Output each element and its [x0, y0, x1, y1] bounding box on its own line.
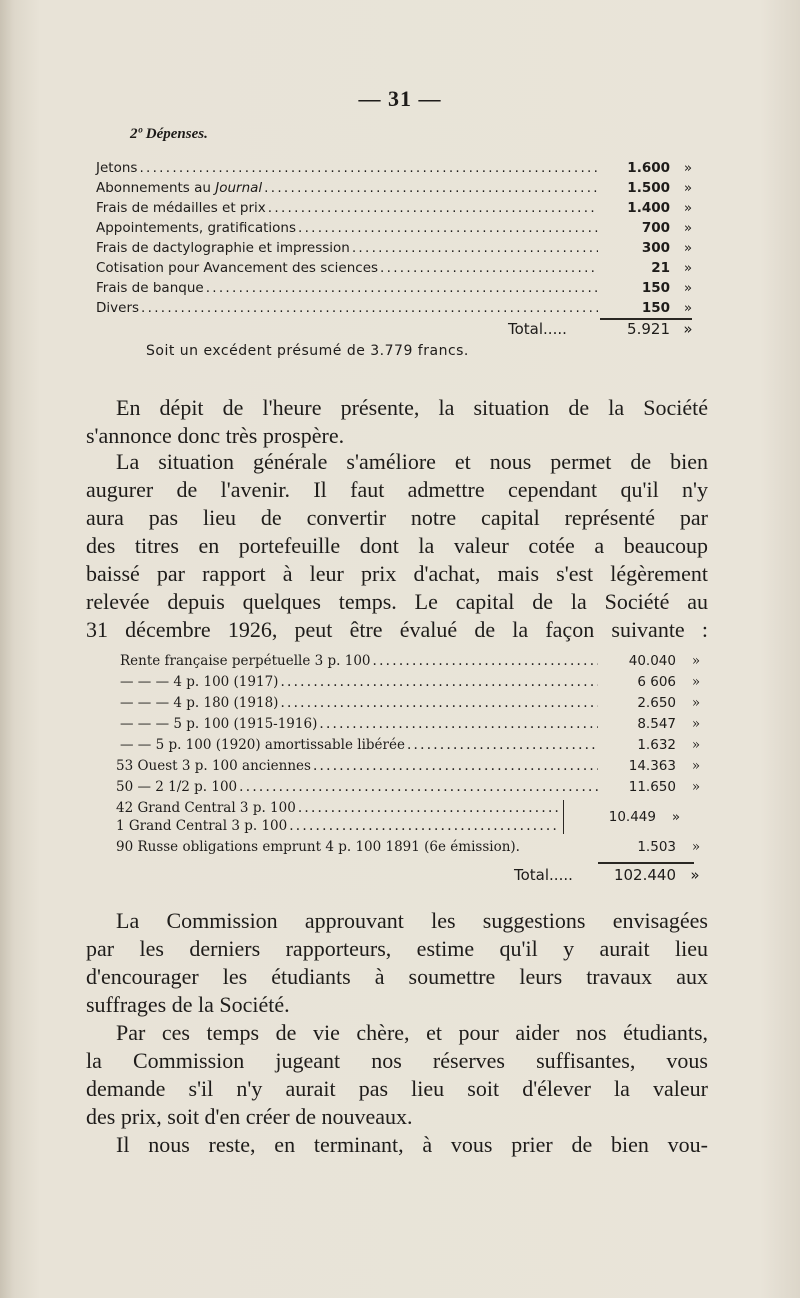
leader-dots — [298, 800, 560, 816]
capital-label: 53 Ouest 3 p. 100 anciennes — [116, 758, 311, 774]
expense-label: Frais de banque — [96, 280, 204, 296]
expense-amount: 1.400 — [627, 200, 670, 216]
capital-mark: » — [691, 695, 701, 711]
expense-mark: » — [683, 180, 693, 196]
leader-dots — [141, 300, 598, 316]
leader-dots — [313, 758, 598, 774]
capital-row — [120, 653, 716, 669]
total-label: Total..... — [514, 866, 573, 884]
expense-label: Divers — [96, 300, 140, 316]
expense-amount: 150 — [641, 280, 670, 296]
total-label: Total..... — [508, 320, 567, 338]
expense-amount: 700 — [641, 220, 670, 236]
text-line: Par ces temps de vie chère, et pour aider nos étudiants, — [116, 1020, 708, 1045]
total-amount: 5.921 — [627, 320, 670, 338]
surplus-line: Soit un excédent présumé de 3.779 francs. — [146, 343, 469, 359]
expense-amount: 21 — [651, 260, 670, 276]
capital-row — [116, 818, 562, 834]
text-line: En dépit de l'heure présente, la situation de la Société — [116, 395, 708, 420]
text-line: augurer de l'avenir. Il faut admettre cependant qu'il n'y — [86, 477, 708, 502]
expense-mark: » — [683, 280, 693, 296]
expense-row — [96, 180, 706, 196]
expense-amount: 1.600 — [627, 160, 670, 176]
expense-amount: 150 — [641, 300, 670, 316]
total-mark: » — [683, 320, 693, 338]
capital-row — [116, 758, 716, 774]
capital-mark: » — [671, 809, 681, 825]
total-rule — [598, 862, 694, 864]
leader-dots — [298, 220, 598, 236]
text-line: Il nous reste, en terminant, à vous prier de bien vou- — [116, 1132, 708, 1157]
leader-dots — [319, 716, 598, 732]
expense-mark: » — [683, 220, 693, 236]
capital-amount: 6 606 — [637, 674, 676, 690]
capital-row — [120, 674, 716, 690]
expense-label: Frais de dactylographie et impression — [96, 240, 350, 256]
expense-row — [96, 220, 706, 236]
capital-label: 90 Russe obligations emprunt 4 p. 100 1891 (6e émission). — [116, 839, 520, 855]
capital-row — [120, 737, 716, 753]
capital-label: — — — 4 p. 100 (1917) — [120, 674, 279, 690]
leader-dots — [352, 240, 598, 256]
text-line: baissé par rapport à leur prix d'achat, mais s'est légèrement — [86, 561, 708, 586]
leader-dots — [206, 280, 598, 296]
expense-row — [96, 300, 706, 316]
expense-label: Frais de médailles et prix — [96, 200, 266, 216]
leader-dots — [373, 653, 599, 669]
text-line: des prix, soit d'en créer de nouveaux. — [86, 1104, 413, 1129]
capital-mark: » — [691, 839, 701, 855]
journal-word: Journal — [215, 180, 263, 196]
capital-label: 1 Grand Central 3 p. 100 — [116, 818, 288, 834]
expense-row — [96, 260, 706, 276]
section-title: 2º Dépenses. — [130, 126, 208, 142]
leader-dots — [380, 260, 598, 276]
expenses-total — [508, 320, 706, 338]
text-line: La Commission approuvant les suggestions envisagées — [116, 908, 708, 933]
capital-amount: 10.449 — [608, 809, 656, 825]
expense-label: Appointements, gratifications — [96, 220, 296, 236]
expense-amount: 300 — [641, 240, 670, 256]
paragraph — [86, 907, 708, 1019]
text-line: suffrages de la Société. — [86, 992, 290, 1017]
capital-amount: 14.363 — [628, 758, 676, 774]
leader-dots — [239, 779, 598, 795]
paragraph — [86, 1019, 708, 1131]
capital-mark: » — [691, 758, 701, 774]
capital-label: 50 — 2 1/2 p. 100 — [116, 779, 238, 795]
paragraph — [86, 448, 708, 644]
brace-bracket — [563, 800, 570, 834]
capital-amount: 2.650 — [637, 695, 676, 711]
capital-mark: » — [691, 737, 701, 753]
leader-dots — [407, 737, 598, 753]
capital-mark: » — [691, 653, 701, 669]
expense-amount: 1.500 — [627, 180, 670, 196]
leader-dots — [289, 818, 560, 834]
expense-row — [96, 240, 706, 256]
expense-mark: » — [683, 200, 693, 216]
leader-dots — [139, 160, 598, 176]
capital-row — [120, 716, 716, 732]
expense-row — [96, 280, 706, 296]
text-line: 31 décembre 1926, peut être évalué de la façon suivante : — [86, 617, 708, 642]
capital-amount: 11.650 — [628, 779, 676, 795]
capital-label: — — 5 p. 100 (1920) amortissable libérée — [120, 737, 405, 753]
capital-mark: » — [691, 779, 701, 795]
expense-row — [96, 200, 706, 216]
capital-total — [514, 866, 714, 884]
leader-dots — [280, 674, 598, 690]
capital-amount: 1.632 — [637, 737, 676, 753]
capital-amount: 1.503 — [637, 839, 676, 855]
leader-dots — [264, 180, 598, 196]
expense-label: Cotisation pour Avancement des sciences — [96, 260, 379, 276]
capital-row — [116, 779, 716, 795]
total-mark: » — [690, 866, 700, 884]
expense-label: Jetons — [96, 160, 138, 176]
capital-row — [120, 695, 716, 711]
grand-central-value — [580, 809, 716, 825]
capital-amount: 8.547 — [637, 716, 676, 732]
text-line: la Commission jugeant nos réserves suffisantes, vous — [86, 1048, 708, 1073]
text-line: aura pas lieu de convertir notre capital représenté par — [86, 505, 708, 530]
leader-dots — [268, 200, 598, 216]
leader-dots — [280, 695, 598, 711]
capital-mark: » — [691, 716, 701, 732]
expense-mark: » — [683, 240, 693, 256]
text-line: relevée depuis quelques temps. Le capital de la Société au — [86, 589, 708, 614]
paragraph — [86, 394, 708, 450]
expense-mark: » — [683, 160, 693, 176]
expense-label: Abonnements au Journal — [96, 180, 263, 196]
text-line: par les derniers rapporteurs, estime qu'il y aurait lieu — [86, 936, 708, 961]
capital-row — [116, 800, 562, 816]
total-amount: 102.440 — [613, 866, 676, 884]
text-line: d'encourager les étudiants à soumettre leurs travaux aux — [86, 964, 708, 989]
text-line: s'annonce donc très prospère. — [86, 423, 345, 448]
capital-label: 42 Grand Central 3 p. 100 — [116, 800, 296, 816]
capital-row — [116, 839, 716, 855]
capital-label: — — — 4 p. 180 (1918) — [120, 695, 279, 711]
paragraph — [86, 1131, 708, 1159]
capital-label: — — — 5 p. 100 (1915-1916) — [120, 716, 318, 732]
text-line: des titres en portefeuille dont la valeur cotée a beaucoup — [86, 533, 708, 558]
capital-amount: 40.040 — [628, 653, 676, 669]
expense-mark: » — [683, 260, 693, 276]
expense-mark: » — [683, 300, 693, 316]
capital-mark: » — [691, 674, 701, 690]
page-number: — 31 — — [358, 86, 442, 111]
expense-row — [96, 160, 706, 176]
capital-label: Rente française perpétuelle 3 p. 100 — [120, 653, 371, 669]
text-line: demande s'il n'y aurait pas lieu soit d'élever la valeur — [86, 1076, 708, 1101]
text-line: La situation générale s'améliore et nous permet de bien — [116, 449, 708, 474]
